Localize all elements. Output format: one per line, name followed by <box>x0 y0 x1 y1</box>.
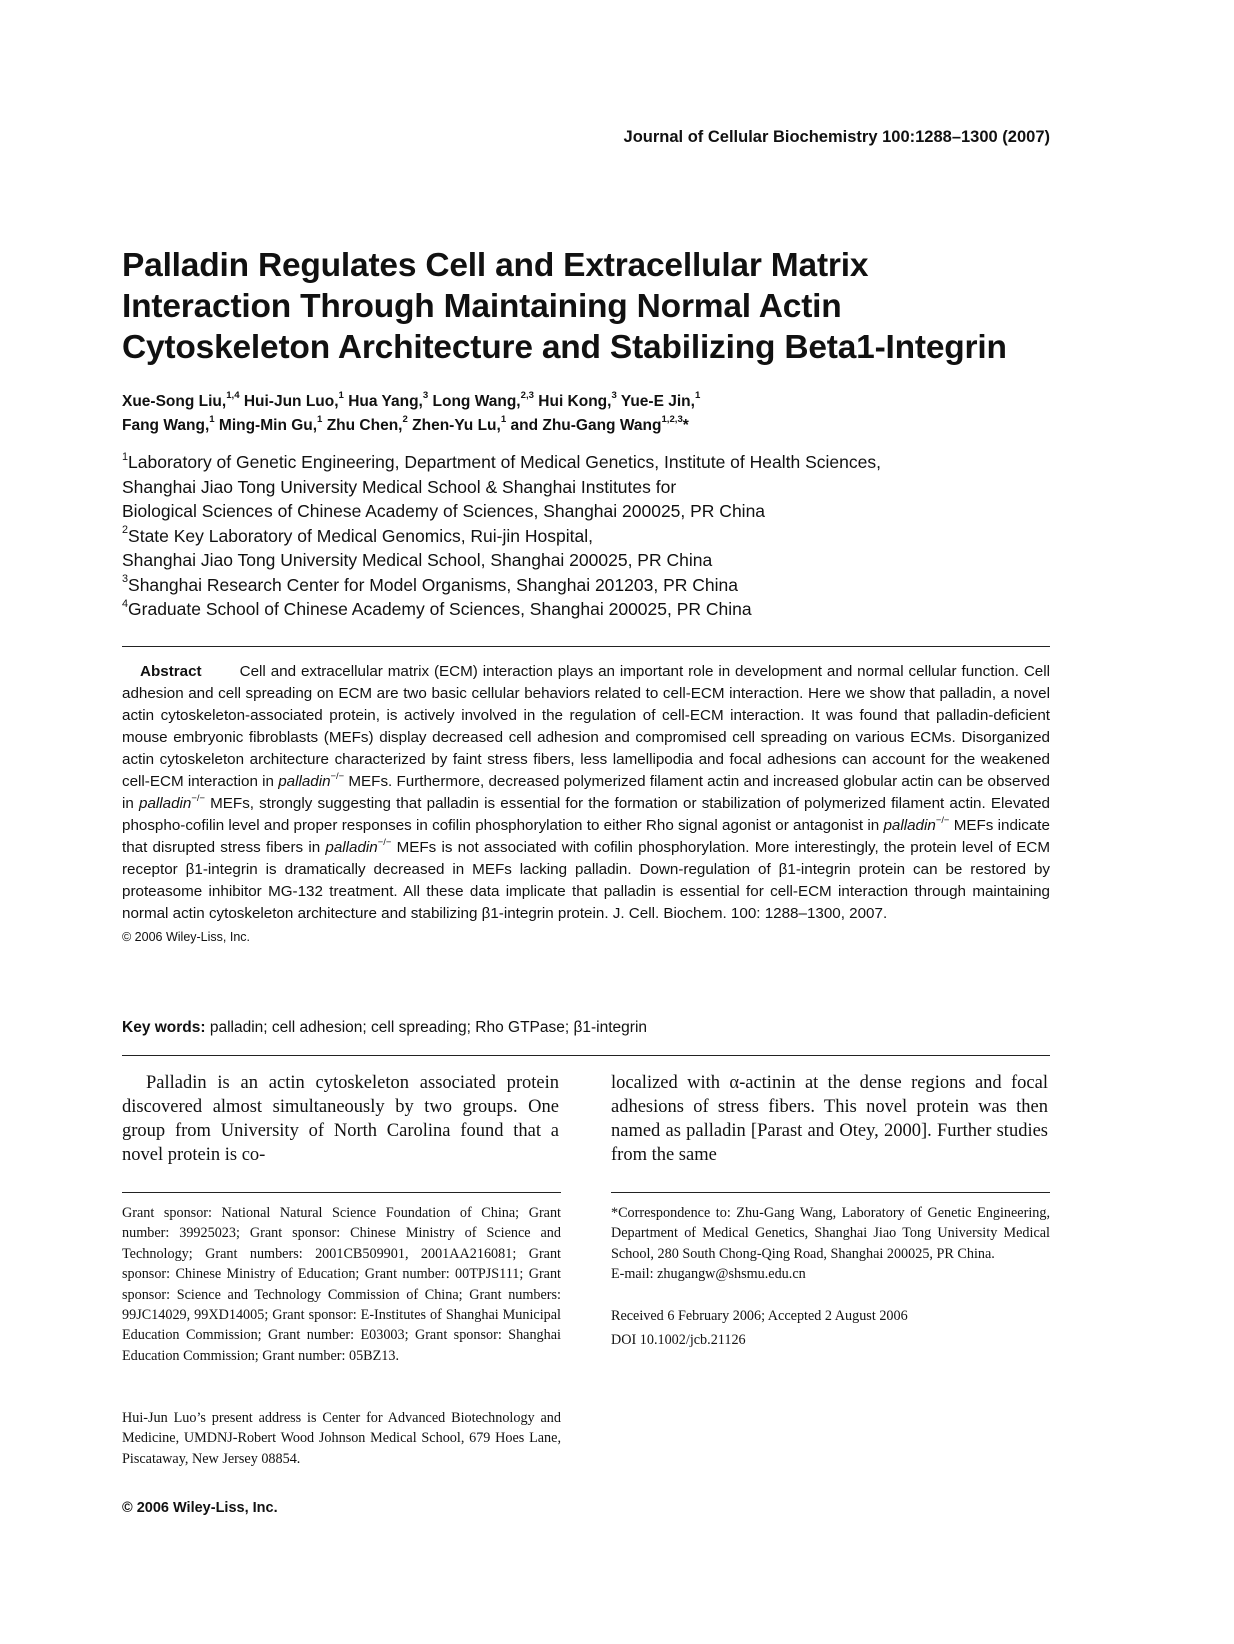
affiliation-line: $^2$State Key Laboratory of Medical Genomics, Rui-jin Hospital, <box>122 524 593 546</box>
author-list <box>122 390 1062 438</box>
author: Zhu Chen,$^2$ <box>326 414 408 434</box>
author-line <box>122 390 1062 414</box>
footnote-divider <box>122 1192 561 1193</box>
email[interactable]: E-mail: zhugangw@shsmu.edu.cn <box>611 1266 806 1283</box>
title-line: Palladin Regulates Cell and Extracellular Matrix <box>122 247 869 284</box>
grant-footnote: Grant sponsor: National Natural Science Foundation of China; Grant number: 39925023; Grant sponsor: Chinese Ministry of Science and Technology; Grant numbers: 2001CB509901, 2001AA216081; Grant sponsor: Chinese Ministry of Education; Grant number: 00TPJS111; Grant sponsor: Science and Technology Commission of China; Grant numbers: 99JC14029, 99XD14005; Grant sponsor: E-Institutes of Shanghai Municipal Education Commission; Grant number: E03003; Grant sponsor: Shanghai Education Commission; Grant number: 05BZ13. <box>122 1205 561 1364</box>
title-line: Interaction Through Maintaining Normal Actin <box>122 288 842 325</box>
abstract-heading: Abstract <box>140 663 202 680</box>
title-line: Cytoskeleton Architecture and Stabilizing Beta1-Integrin <box>122 329 1007 366</box>
journal-header: Journal of Cellular Biochemistry 100:1288–1300 (2007) <box>623 128 1050 146</box>
affiliation-line: $^3$Shanghai Research Center for Model Organisms, Shanghai 201203, PR China <box>122 573 738 595</box>
address-footnote: Hui-Jun Luo’s present address is Center for Advanced Biotechnology and Medicine, UMDNJ-Robert Wood Johnson Medical School, 679 Hoes Lane, Piscataway, New Jersey 08854. <box>122 1410 561 1467</box>
author: Ming-Min Gu,$^1$ <box>218 414 323 434</box>
author: Fang Wang,$^1$ <box>122 414 215 434</box>
author: Hui-Jun Luo,$^1$ <box>243 390 344 410</box>
author: Xue-Song Liu,$^{1,4}$ <box>122 390 240 410</box>
article-title <box>122 245 1062 368</box>
author: Long Wang,$^{2,3}$ <box>432 390 534 410</box>
author: and Zhu-Gang Wang$^{1,2,3}$* <box>510 414 689 434</box>
abstract: Abstract Cell and extracellular matrix (ECM) interaction plays an important role in development and normal cellular function. Cell adhesion and cell spreading on ECM are two basic cellular behaviors related to cell-ECM interaction. Here we show that palladin, a novel actin cytoskeleton-associated protein, is actively involved in the regulation of cell-ECM interaction. It was found that palladin-deficient mouse embryonic fibroblasts (MEFs) display decreased cell adhesion and compromised cell spreading on various ECMs. Disorganized actin cytoskeleton architecture characterized by faint stress fibers, less lamellipodia and focal adhesions can account for the weakened cell-ECM interaction in palladin−/− MEFs. Furthermore, decreased polymerized filament actin and increased globular actin can be observed in palladin−/− MEFs, strongly suggesting that palladin is essential for the formation or stabilization of polymerized filament actin. Elevated phospho-cofilin level and proper responses in cofilin phosphorylation to either Rho signal agonist or antagonist in palladin−/− MEFs indicate that disrupted stress fibers in palladin−/− MEFs is not associated with cofilin phosphorylation. More interestingly, the protein level of ECM receptor β1-integrin is dramatically decreased in MEFs lacking palladin. Down-regulation of β1-integrin protein can be restored by proteasome inhibitor MG-132 treatment. All these data implicate that palladin is essential for cell-ECM interaction through maintaining normal actin cytoskeleton architecture and stabilizing β1-integrin protein. J. Cell. Biochem. 100: 1288–1300, 2007. © 2006 Wiley-Liss, Inc. <box>122 661 1050 948</box>
received-dates: Received 6 February 2006; Accepted 2 August 2006 <box>611 1308 908 1324</box>
footnote-divider <box>611 1192 1050 1193</box>
abstract-copyright: © 2006 Wiley-Liss, Inc. <box>122 930 251 944</box>
affiliation-line: $^4$Graduate School of Chinese Academy of Sciences, Shanghai 200025, PR China <box>122 597 752 619</box>
affiliation-line: Shanghai Jiao Tong University Medical School, Shanghai 200025, PR China <box>122 550 713 570</box>
keywords-text: palladin; cell adhesion; cell spreading; Rho GTPase; β1-integrin <box>209 1019 648 1036</box>
doi[interactable]: DOI 10.1002/jcb.21126 <box>611 1332 746 1348</box>
body-text-left: Palladin is an actin cytoskeleton associated protein discovered almost simultaneously by two groups. One group from University of North Carolina found that a novel protein is co- <box>122 1073 559 1165</box>
affiliation-line: Biological Sciences of Chinese Academy of Sciences, Shanghai 200025, PR China <box>122 501 766 521</box>
author: Hui Kong,$^3$ <box>538 390 617 410</box>
author: Hua Yang,$^3$ <box>348 390 429 410</box>
affiliations <box>122 450 1062 622</box>
body-text-right: localized with α-actinin at the dense regions and focal adhesions of stress fibers. This novel protein was then named as palladin [Parast and Otey, 2000]. Further studies from the same <box>611 1073 1048 1165</box>
divider <box>122 646 1050 647</box>
divider <box>122 1055 1050 1056</box>
keywords <box>122 1019 1050 1037</box>
affiliation-line: $^1$Laboratory of Genetic Engineering, Department of Medical Genetics, Institute of Health Sciences, <box>122 450 881 472</box>
corresponding-mark: * <box>682 417 689 434</box>
correspondence-footnote: *Correspondence to: Zhu-Gang Wang, Laboratory of Genetic Engineering, Department of Medical Genetics, Shanghai Jiao Tong University Medical School, 280 South Chong-Qing Road, Shanghai 200025, PR China. E-mail: zhugangw@shsmu.edu.cn <box>611 1205 1050 1283</box>
affiliation-line: Shanghai Jiao Tong University Medical School & Shanghai Institutes for <box>122 476 677 497</box>
author: Zhen-Yu Lu,$^1$ <box>412 414 507 434</box>
author-line <box>122 414 1062 438</box>
publisher-copyright: © 2006 Wiley-Liss, Inc. <box>122 1500 278 1516</box>
keywords-label: Key words: <box>122 1019 206 1036</box>
author: Yue-E Jin,$^1$ <box>620 390 701 410</box>
